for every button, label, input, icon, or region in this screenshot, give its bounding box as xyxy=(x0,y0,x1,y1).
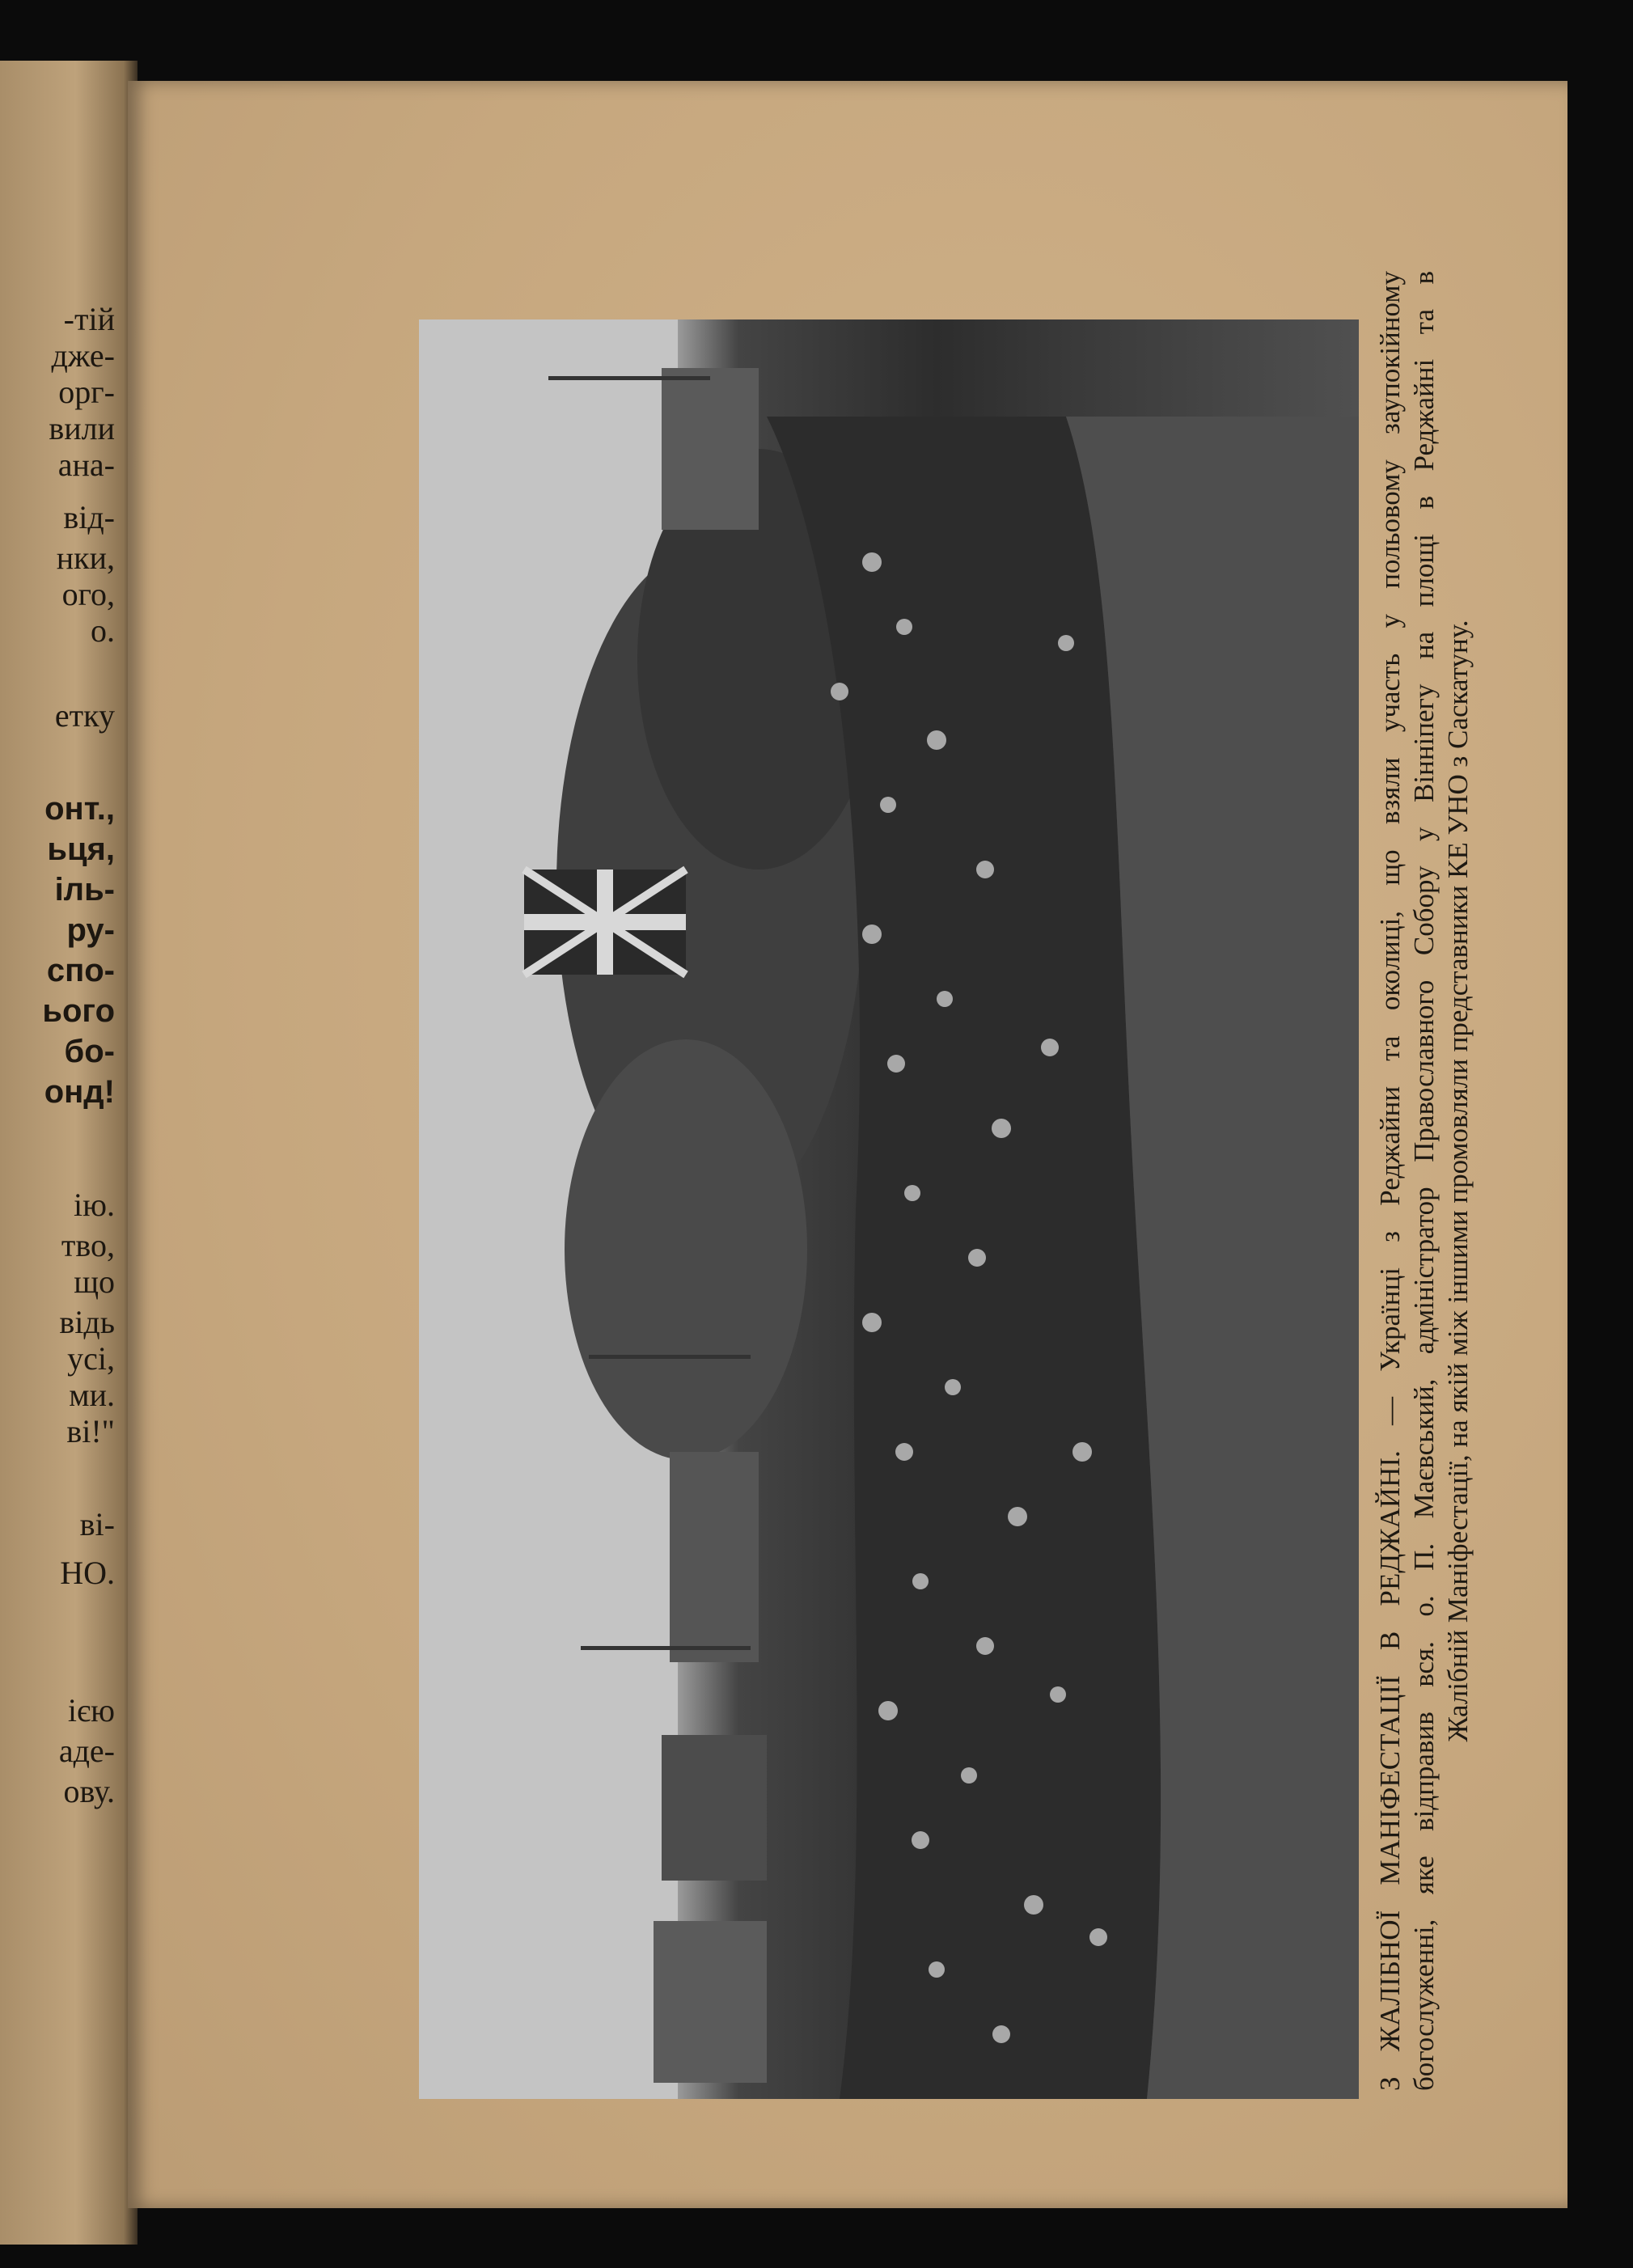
text-line: етку xyxy=(54,697,115,734)
text-line: орг- xyxy=(58,374,115,410)
text-line: ову. xyxy=(63,1773,115,1809)
text-line: ією xyxy=(67,1692,115,1729)
text-line: нки, xyxy=(56,539,115,576)
text-line: тво, xyxy=(61,1227,115,1263)
text-line: ві- xyxy=(79,1506,115,1542)
text-line: дже- xyxy=(51,337,115,374)
text-line: -тій xyxy=(63,301,115,337)
text-line: онд! xyxy=(44,1074,115,1110)
text-line: ми. xyxy=(69,1377,115,1413)
text-line: ьця, xyxy=(47,831,115,867)
text-line: вили xyxy=(49,410,115,446)
text-line: ана- xyxy=(57,446,115,483)
caption-line: богослуженні, яке відправив вся. о. П. Маєвський, адміністратор Православного Собору у Вінніпегу на площі в Реджайні та в xyxy=(1408,271,1440,2091)
text-line: відь xyxy=(59,1304,115,1340)
text-line: онт., xyxy=(44,791,115,827)
text-line: усі, xyxy=(67,1340,115,1377)
book-page xyxy=(128,81,1567,2208)
text-line: ього xyxy=(42,993,115,1029)
text-line: від- xyxy=(63,499,115,535)
text-line: ру- xyxy=(66,912,115,948)
previous-page-edge xyxy=(0,61,137,2245)
group-photo xyxy=(419,319,1359,2099)
crowd-photo-illustration xyxy=(419,319,1359,2099)
photo-caption xyxy=(1373,271,1475,2091)
text-line: спо- xyxy=(46,953,115,988)
text-line: бо- xyxy=(64,1034,115,1069)
text-line: іль- xyxy=(54,872,115,908)
text-line: ого, xyxy=(61,576,115,612)
text-line: аде- xyxy=(58,1733,115,1769)
text-line: ію. xyxy=(74,1187,115,1223)
text-line: НО. xyxy=(60,1555,115,1591)
text-line: що xyxy=(74,1263,115,1300)
caption-line: З ЖАЛІБНОЇ МАНІФЕСТАЦІЇ В РЕДЖАЙНІ. — Українці з Реджайни та околиці, що взяли участь у польовому заупокійному xyxy=(1374,271,1406,2091)
text-line: ві!" xyxy=(66,1413,115,1449)
union-flag-icon xyxy=(524,870,686,975)
caption-line: Жалібній Маніфестації, на якій між іншими промовляли представники КЕ УНО з Саскатуну. xyxy=(1442,620,1474,1742)
text-line: о. xyxy=(91,612,115,649)
